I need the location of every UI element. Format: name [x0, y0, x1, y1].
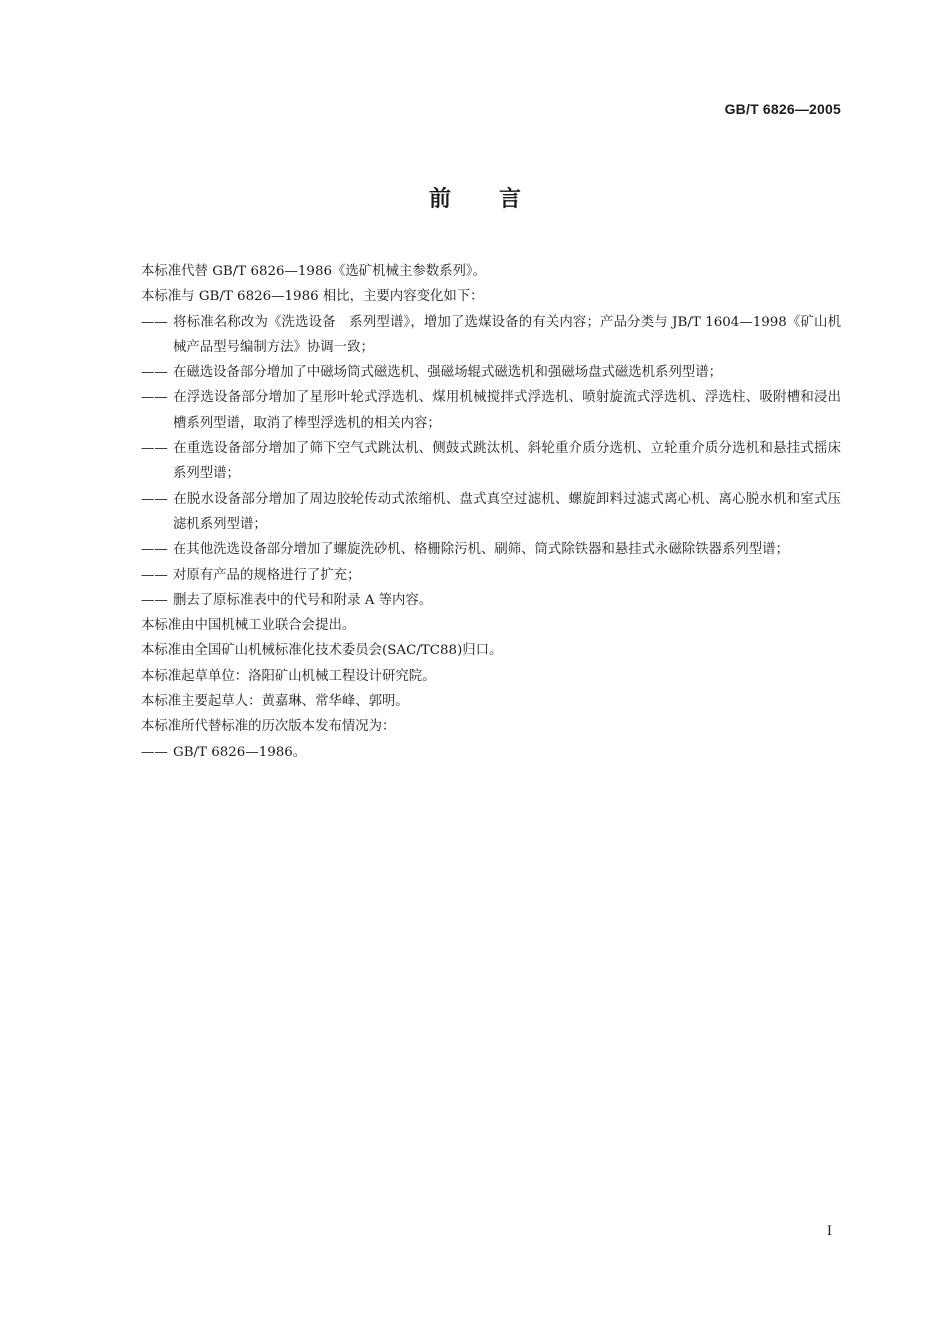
paragraph: 本标准代替 GB/T 6826—1986《选矿机械主参数系列》。	[141, 264, 486, 279]
change-item-text: 在脱水设备部分增加了周边胶轮传动式浓缩机、盘式真空过滤机、螺旋卸料过滤式离心机、离心脱水机和室式压滤机系列型谱；	[173, 491, 841, 532]
change-item-text: 删去了原标准表中的代号和附录 A 等内容。	[173, 592, 433, 608]
dash-mark: ——	[141, 592, 168, 608]
dash-mark: ——	[141, 567, 168, 583]
change-item-text: 在磁选设备部分增加了中磁场筒式磁选机、强磁场辊式磁选机和强磁场盘式磁选机系列型谱；	[173, 365, 723, 381]
dash-mark: ——	[141, 314, 168, 330]
change-item-text: 对原有产品的规格进行了扩充；	[173, 567, 361, 583]
history-item	[141, 740, 841, 765]
paragraph: 本标准与 GB/T 6826—1986 相比，主要内容变化如下：	[141, 289, 484, 305]
change-item-text: 在重选设备部分增加了筛下空气式跳汰机、侧鼓式跳汰机、斜轮重介质分选机、立轮重介质分选机和悬挂式摇床系列型谱；	[173, 441, 841, 482]
standard-number: GB/T 6826—2005	[724, 101, 841, 117]
change-item	[141, 563, 841, 588]
change-item-text: 在其他洗选设备部分增加了螺旋洗砂机、格栅除污机、刷筛、筒式除铁器和悬挂式永磁除铁器系列型谱；	[173, 542, 789, 558]
history-item-text: GB/T 6826—1986。	[173, 744, 307, 760]
dash-mark: ——	[141, 365, 168, 381]
dash-mark: ——	[141, 441, 168, 457]
dash-mark: ——	[141, 744, 168, 760]
dash-mark: ——	[141, 390, 168, 406]
paragraph: 本标准由全国矿山机械标准化技术委员会(SAC/TC88)归口。	[141, 643, 503, 659]
change-item	[141, 360, 841, 385]
paragraph: 本标准主要起草人：黄嘉琳、常华峰、郭明。	[141, 694, 409, 710]
page-number: I	[826, 1224, 832, 1239]
paragraph: 本标准所代替标准的历次版本发布情况为：	[141, 719, 396, 735]
change-item	[141, 487, 841, 538]
paragraph: 本标准起草单位：洛阳矿山机械工程设计研究院。	[141, 668, 436, 684]
change-item	[141, 310, 841, 361]
change-item	[141, 436, 841, 487]
change-item-text: 将标准名称改为《洗选设备 系列型谱》，增加了选煤设备的有关内容；产品分类与 JB/T 1604—1998《矿山机械产品型号编制方法》协调一致；	[173, 314, 841, 355]
change-item	[141, 385, 841, 436]
foreword-body	[141, 259, 841, 765]
dash-mark: ——	[141, 491, 168, 507]
page-title: 前言	[428, 187, 569, 212]
change-item-text: 在浮选设备部分增加了星形叶轮式浮选机、煤用机械搅拌式浮选机、喷射旋流式浮选机、浮选柱、吸附槽和浸出槽系列型谱，取消了棒型浮选机的相关内容；	[173, 390, 841, 431]
change-item	[141, 537, 841, 562]
dash-mark: ——	[141, 542, 168, 558]
change-item	[141, 588, 841, 613]
paragraph: 本标准由中国机械工业联合会提出。	[141, 618, 356, 634]
